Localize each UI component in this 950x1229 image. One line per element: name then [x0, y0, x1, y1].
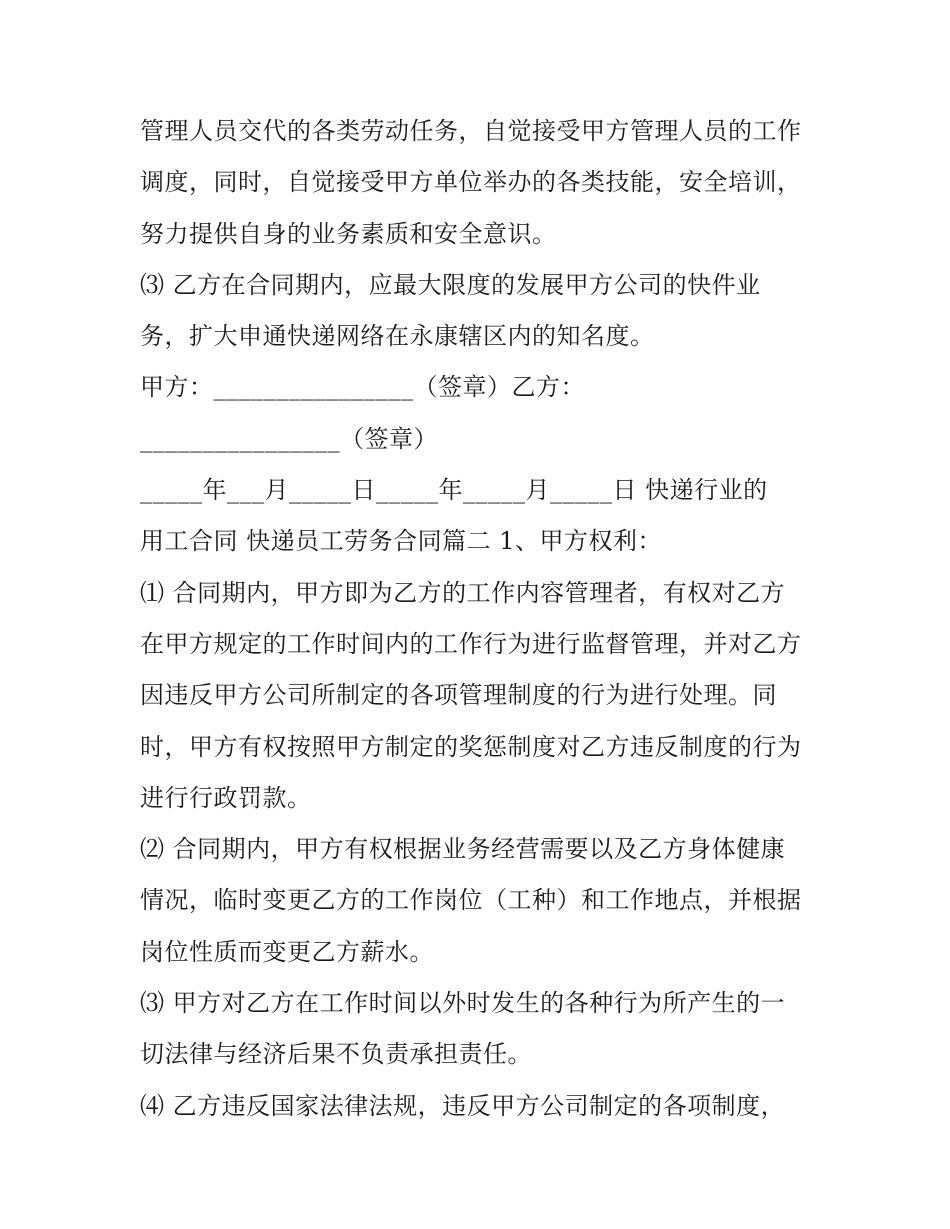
- text-line: ⑶ 乙方在合同期内，应最大限度的发展甲方公司的快件业: [140, 270, 761, 299]
- text-line: 岗位性质而变更乙方薪水。: [140, 937, 434, 966]
- text-line: 切法律与经济后果不负责承担责任。: [140, 1040, 532, 1069]
- text-line: 进行行政罚款。: [140, 783, 312, 812]
- signature-line-party-b: ________________（签章）: [140, 424, 438, 453]
- text-line: ⑷ 乙方违反国家法律法规，违反甲方公司制定的各项制度，: [140, 1091, 786, 1120]
- text-line: 因违反甲方公司所制定的各项管理制度的行为进行处理。同: [140, 681, 777, 710]
- text-line: ⑶ 甲方对乙方在工作时间以外时发生的各种行为所产生的一: [140, 989, 786, 1018]
- text-line: 管理人员交代的各类劳动任务，自觉接受甲方管理人员的工作: [140, 117, 802, 145]
- text-line: 努力提供自身的业务素质和安全意识。: [140, 219, 557, 248]
- text-line: 在甲方规定的工作时间内的工作行为进行监督管理，并对乙方: [140, 629, 802, 658]
- signature-line-party-a: 甲方：________________（签章）乙方：: [140, 373, 585, 402]
- section-heading-line: 用工合同 快递员工劳务合同篇二 1、甲方权利：: [140, 527, 663, 556]
- text-line: 调度，同时，自觉接受甲方单位举办的各类技能，安全培训，: [140, 168, 802, 197]
- text-line: ⑴ 合同期内，甲方即为乙方的工作内容管理者，有权对乙方: [140, 578, 786, 607]
- text-line: 时，甲方有权按照甲方制定的奖惩制度对乙方违反制度的行为: [140, 732, 802, 761]
- date-line: _____年___月_____日_____年_____月_____日 快递行业的: [140, 476, 768, 505]
- text-line: ⑵ 合同期内，甲方有权根据业务经营需要以及乙方身体健康: [140, 835, 786, 864]
- contract-text: [140, 106, 820, 1132]
- text-line: 务，扩大申通快递网络在永康辖区内的知名度。: [140, 322, 655, 351]
- text-line: 情况，临时变更乙方的工作岗位（工种）和工作地点，并根据: [140, 886, 802, 915]
